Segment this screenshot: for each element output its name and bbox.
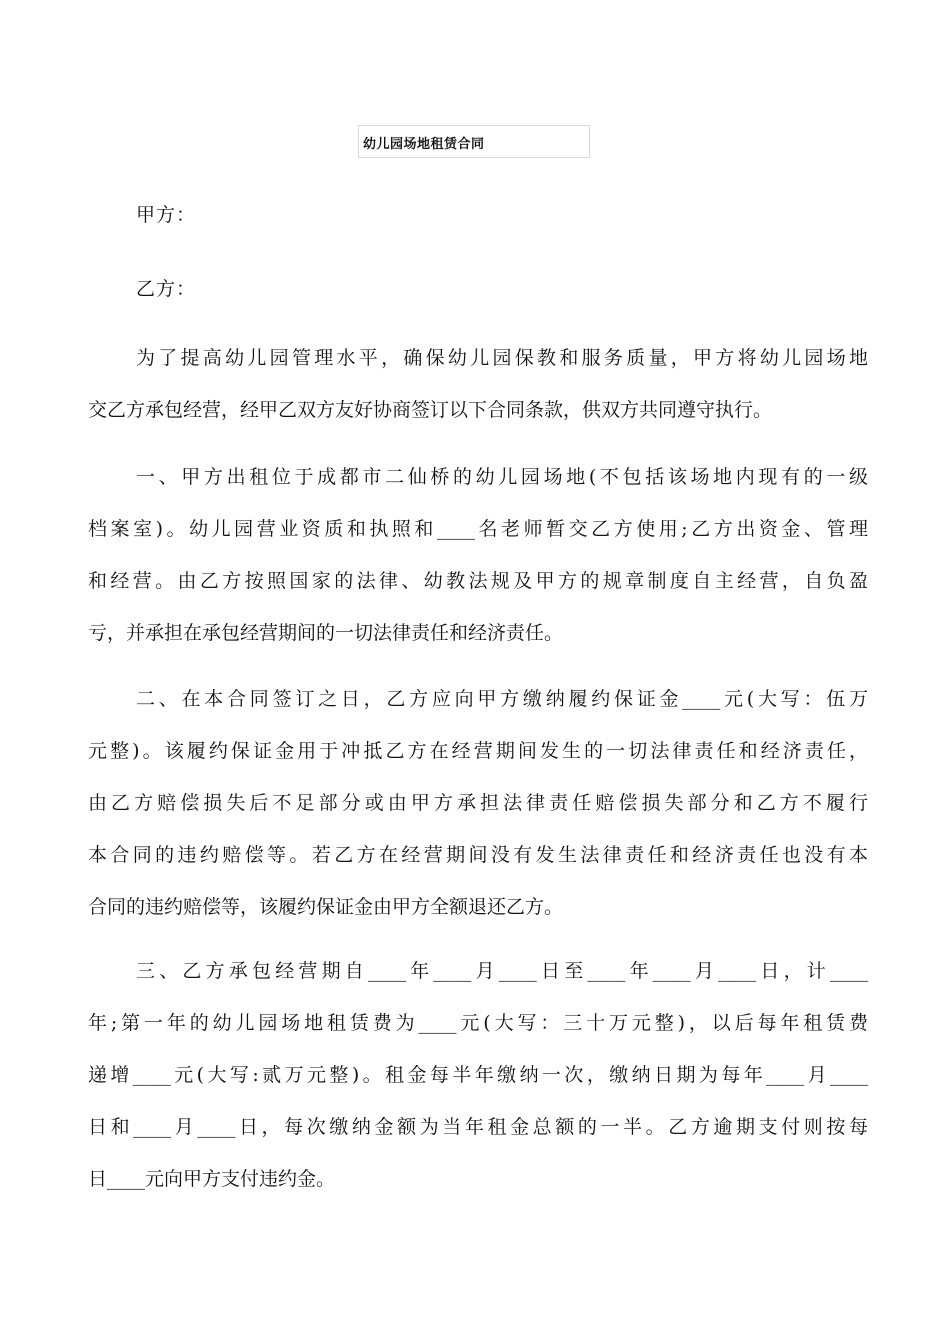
paragraph-line: 交乙方承包经营，经甲乙双方友好协商签订以下合同条款，供双方共同遵守执行。	[88, 399, 773, 421]
paragraph-line: 二、在本合同签订之日，乙方应向甲方缴纳履约保证金____元(大写：伍万	[136, 688, 868, 710]
paragraph-line: 合同的违约赔偿等，该履约保证金由甲方全额退还乙方。	[88, 896, 564, 918]
paragraph-line: 年;第一年的幼儿园场地租赁费为____元(大写：三十万元整)，以后每年租赁费	[88, 1012, 868, 1034]
clause-1-paragraph	[88, 451, 868, 659]
paragraph-line: 递增____元(大写:贰万元整)。租金每半年缴纳一次，缴纳日期为每年____月____	[88, 1064, 868, 1086]
paragraph-line: 和经营。由乙方按照国家的法律、幼教法规及甲方的规章制度自主经营，自负盈	[88, 570, 868, 592]
party-b-label: 乙方：	[136, 278, 197, 300]
paragraph-line: 由乙方赔偿损失后不足部分或由甲方承担法律责任赔偿损失部分和乙方不履行	[88, 792, 868, 814]
paragraph-line: 档案室)。幼儿园营业资质和执照和____名老师暂交乙方使用;乙方出资金、管理	[88, 518, 868, 540]
paragraph-line: 元整)。该履约保证金用于冲抵乙方在经营期间发生的一切法律责任和经济责任，	[88, 740, 868, 762]
document-title: 幼儿园场地租赁合同	[363, 137, 485, 152]
paragraph-line: 日____元向甲方支付违约金。	[88, 1168, 336, 1190]
intro-paragraph	[88, 332, 868, 436]
clause-3-paragraph	[88, 945, 868, 1205]
paragraph-line: 亏，并承担在承包经营期间的一切法律责任和经济责任。	[88, 622, 564, 644]
party-a-label: 甲方：	[136, 204, 197, 226]
paragraph-line: 为了提高幼儿园管理水平，确保幼儿园保教和服务质量，甲方将幼儿园场地	[136, 347, 868, 369]
paragraph-line: 本合同的违约赔偿等。若乙方在经营期间没有发生法律责任和经济责任也没有本	[88, 844, 868, 866]
paragraph-line: 一、甲方出租位于成都市二仙桥的幼儿园场地(不包括该场地内现有的一级	[136, 466, 868, 488]
title-box	[358, 125, 590, 158]
paragraph-line: 日和____月____日，每次缴纳金额为当年租金总额的一半。乙方逾期支付则按每	[88, 1116, 868, 1138]
paragraph-line: 三、乙方承包经营期自____年____月____日至____年____月____日，计____	[136, 960, 868, 982]
clause-2-paragraph	[88, 673, 868, 933]
